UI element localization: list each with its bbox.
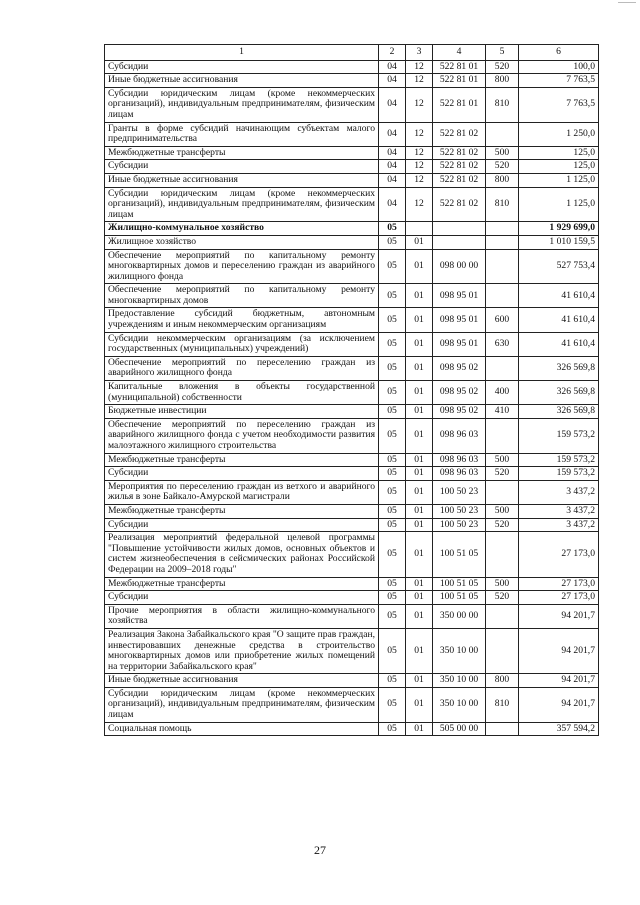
row-name: Жилищно-коммунальное хозяйство xyxy=(105,222,379,236)
row-target-code: 098 96 03 xyxy=(433,418,486,453)
row-amount: 41 610,4 xyxy=(519,308,599,332)
row-subsection: 12 xyxy=(406,122,433,146)
row-target-code: 350 10 00 xyxy=(433,628,486,673)
row-amount: 94 201,7 xyxy=(519,628,599,673)
row-subsection: 01 xyxy=(406,249,433,284)
row-subsection: 12 xyxy=(406,87,433,122)
table-row xyxy=(105,356,599,380)
row-amount: 527 753,4 xyxy=(519,249,599,284)
row-section: 05 xyxy=(379,674,406,688)
row-name: Жилищное хозяйство xyxy=(105,235,379,249)
header-col-2: 2 xyxy=(379,45,406,61)
header-row xyxy=(105,45,599,61)
row-target-code: 350 00 00 xyxy=(433,604,486,628)
table-row xyxy=(105,674,599,688)
table-row xyxy=(105,577,599,591)
row-section: 05 xyxy=(379,418,406,453)
row-subsection: 01 xyxy=(406,453,433,467)
row-expense-type xyxy=(486,722,519,736)
table-row xyxy=(105,87,599,122)
row-amount: 100,0 xyxy=(519,60,599,74)
row-expense-type: 520 xyxy=(486,60,519,74)
row-amount: 7 763,5 xyxy=(519,74,599,88)
row-subsection: 01 xyxy=(406,628,433,673)
row-target-code: 522 81 02 xyxy=(433,173,486,187)
row-amount: 1 125,0 xyxy=(519,187,599,222)
row-amount: 159 573,2 xyxy=(519,467,599,481)
row-section: 05 xyxy=(379,532,406,577)
table-row xyxy=(105,235,599,249)
row-section: 05 xyxy=(379,604,406,628)
row-subsection: 01 xyxy=(406,381,433,405)
row-expense-type: 400 xyxy=(486,381,519,405)
row-section: 05 xyxy=(379,687,406,722)
row-amount: 41 610,4 xyxy=(519,284,599,308)
row-subsection: 12 xyxy=(406,187,433,222)
row-name: Межбюджетные трансферты xyxy=(105,504,379,518)
row-section: 04 xyxy=(379,187,406,222)
row-name: Капитальные вложения в объекты государственной (муниципальной) собственности xyxy=(105,381,379,405)
row-section: 04 xyxy=(379,60,406,74)
row-expense-type: 800 xyxy=(486,173,519,187)
row-expense-type xyxy=(486,356,519,380)
table-row xyxy=(105,480,599,504)
row-amount: 41 610,4 xyxy=(519,332,599,356)
row-name: Иные бюджетные ассигнования xyxy=(105,674,379,688)
row-section: 04 xyxy=(379,160,406,174)
row-section: 05 xyxy=(379,591,406,605)
row-expense-type xyxy=(486,235,519,249)
row-name: Бюджетные инвестиции xyxy=(105,405,379,419)
table-row xyxy=(105,405,599,419)
row-expense-type: 520 xyxy=(486,591,519,605)
row-target-code: 100 50 23 xyxy=(433,480,486,504)
table-row xyxy=(105,591,599,605)
row-target-code: 350 10 00 xyxy=(433,674,486,688)
row-target-code: 098 95 01 xyxy=(433,332,486,356)
row-amount: 1 929 699,0 xyxy=(519,222,599,236)
row-section: 05 xyxy=(379,356,406,380)
row-name: Обеспечение мероприятий по переселению граждан из аварийного жилищного фонда xyxy=(105,356,379,380)
row-target-code: 522 81 02 xyxy=(433,187,486,222)
table-row xyxy=(105,628,599,673)
row-expense-type xyxy=(486,222,519,236)
table-row xyxy=(105,467,599,481)
row-target-code: 522 81 02 xyxy=(433,146,486,160)
row-amount: 125,0 xyxy=(519,160,599,174)
row-subsection: 01 xyxy=(406,687,433,722)
row-expense-type: 600 xyxy=(486,308,519,332)
table-row xyxy=(105,381,599,405)
row-amount: 27 173,0 xyxy=(519,532,599,577)
budget-table xyxy=(104,44,599,736)
table-row xyxy=(105,173,599,187)
row-subsection: 01 xyxy=(406,356,433,380)
row-expense-type: 810 xyxy=(486,87,519,122)
row-name: Социальная помощь xyxy=(105,722,379,736)
row-target-code: 098 00 00 xyxy=(433,249,486,284)
row-amount: 1 010 159,5 xyxy=(519,235,599,249)
row-name: Предоставление субсидий бюджетным, автономным учреждениям и иным некоммерческим организациям xyxy=(105,308,379,332)
row-target-code: 505 00 00 xyxy=(433,722,486,736)
row-section: 05 xyxy=(379,381,406,405)
row-name: Субсидии юридическим лицам (кроме некоммерческих организаций), индивидуальным предпринимателям, физическим лицам xyxy=(105,187,379,222)
row-section: 05 xyxy=(379,249,406,284)
row-expense-type xyxy=(486,628,519,673)
row-amount: 3 437,2 xyxy=(519,504,599,518)
row-target-code: 350 10 00 xyxy=(433,687,486,722)
row-name: Субсидии xyxy=(105,518,379,532)
row-expense-type: 500 xyxy=(486,504,519,518)
table-row xyxy=(105,60,599,74)
table-row xyxy=(105,284,599,308)
table-row xyxy=(105,146,599,160)
row-target-code: 098 95 02 xyxy=(433,356,486,380)
table-row xyxy=(105,722,599,736)
row-amount: 125,0 xyxy=(519,146,599,160)
table-row xyxy=(105,453,599,467)
row-target-code: 098 96 03 xyxy=(433,467,486,481)
table-row xyxy=(105,74,599,88)
row-subsection: 12 xyxy=(406,60,433,74)
row-name: Реализация мероприятий федеральной целевой программы "Повышение устойчивости жилых домов, основных объектов и систем жизнеобеспечения в сейсмических районах Российской Федерации на 2009–2018 годы" xyxy=(105,532,379,577)
row-expense-type xyxy=(486,249,519,284)
row-subsection: 01 xyxy=(406,308,433,332)
row-amount: 1 250,0 xyxy=(519,122,599,146)
row-expense-type: 520 xyxy=(486,518,519,532)
row-amount: 27 173,0 xyxy=(519,577,599,591)
row-expense-type: 520 xyxy=(486,467,519,481)
row-subsection: 12 xyxy=(406,160,433,174)
row-amount: 94 201,7 xyxy=(519,674,599,688)
row-expense-type: 630 xyxy=(486,332,519,356)
table-row xyxy=(105,160,599,174)
table-row xyxy=(105,418,599,453)
header-col-6: 6 xyxy=(519,45,599,61)
row-section: 05 xyxy=(379,332,406,356)
row-expense-type: 500 xyxy=(486,146,519,160)
row-name: Субсидии xyxy=(105,160,379,174)
row-target-code: 098 96 03 xyxy=(433,453,486,467)
row-name: Гранты в форме субсидий начинающим субъектам малого предпринимательства xyxy=(105,122,379,146)
row-subsection: 01 xyxy=(406,604,433,628)
row-subsection: 01 xyxy=(406,467,433,481)
table-row xyxy=(105,687,599,722)
table-row xyxy=(105,308,599,332)
table-row xyxy=(105,332,599,356)
row-subsection: 01 xyxy=(406,480,433,504)
row-name: Межбюджетные трансферты xyxy=(105,453,379,467)
row-subsection: 01 xyxy=(406,674,433,688)
row-name: Обеспечение мероприятий по капитальному ремонту многоквартирных домов xyxy=(105,284,379,308)
row-amount: 27 173,0 xyxy=(519,591,599,605)
row-section: 05 xyxy=(379,504,406,518)
table-row xyxy=(105,187,599,222)
header-col-5: 5 xyxy=(486,45,519,61)
row-subsection: 01 xyxy=(406,591,433,605)
row-subsection: 01 xyxy=(406,284,433,308)
row-name: Иные бюджетные ассигнования xyxy=(105,173,379,187)
row-name: Субсидии xyxy=(105,591,379,605)
row-section: 05 xyxy=(379,467,406,481)
row-expense-type xyxy=(486,418,519,453)
header-col-3: 3 xyxy=(406,45,433,61)
row-target-code: 098 95 02 xyxy=(433,381,486,405)
row-expense-type: 500 xyxy=(486,577,519,591)
row-subsection: 01 xyxy=(406,235,433,249)
row-target-code: 098 95 02 xyxy=(433,405,486,419)
row-subsection: 01 xyxy=(406,518,433,532)
row-expense-type xyxy=(486,480,519,504)
row-expense-type: 500 xyxy=(486,453,519,467)
row-name: Субсидии юридическим лицам (кроме некоммерческих организаций), индивидуальным предпринимателям, физическим лицам xyxy=(105,687,379,722)
row-section: 05 xyxy=(379,453,406,467)
row-subsection: 01 xyxy=(406,532,433,577)
row-name: Субсидии xyxy=(105,467,379,481)
row-expense-type: 810 xyxy=(486,187,519,222)
row-subsection: 01 xyxy=(406,722,433,736)
row-name: Субсидии некоммерческим организациям (за исключением государственных (муниципальных) учреждений) xyxy=(105,332,379,356)
table-row xyxy=(105,122,599,146)
row-target-code xyxy=(433,222,486,236)
row-name: Субсидии юридическим лицам (кроме некоммерческих организаций), индивидуальным предпринимателям, физическим лицам xyxy=(105,87,379,122)
row-section: 04 xyxy=(379,146,406,160)
row-subsection: 12 xyxy=(406,74,433,88)
row-target-code: 100 51 05 xyxy=(433,591,486,605)
row-section: 05 xyxy=(379,405,406,419)
row-target-code: 100 51 05 xyxy=(433,577,486,591)
row-name: Межбюджетные трансферты xyxy=(105,146,379,160)
table-row xyxy=(105,604,599,628)
row-section: 04 xyxy=(379,122,406,146)
row-target-code xyxy=(433,235,486,249)
row-name: Иные бюджетные ассигнования xyxy=(105,74,379,88)
row-section: 04 xyxy=(379,74,406,88)
row-amount: 7 763,5 xyxy=(519,87,599,122)
row-section: 05 xyxy=(379,518,406,532)
row-amount: 1 125,0 xyxy=(519,173,599,187)
row-section: 04 xyxy=(379,87,406,122)
row-section: 05 xyxy=(379,222,406,236)
row-target-code: 522 81 02 xyxy=(433,160,486,174)
row-target-code: 522 81 01 xyxy=(433,87,486,122)
table-row xyxy=(105,504,599,518)
row-expense-type xyxy=(486,122,519,146)
row-amount: 326 569,8 xyxy=(519,381,599,405)
row-section: 05 xyxy=(379,480,406,504)
row-subsection: 12 xyxy=(406,173,433,187)
page-number: 27 xyxy=(314,843,326,857)
row-name: Обеспечение мероприятий по капитальному ремонту многоквартирных домов и переселению граждан из аварийного жилищного фонда xyxy=(105,249,379,284)
row-name: Прочие мероприятия в области жилищно-коммунального хозяйства xyxy=(105,604,379,628)
row-amount: 3 437,2 xyxy=(519,518,599,532)
row-name: Мероприятия по переселению граждан из ветхого и аварийного жилья в зоне Байкало-Амурской магистрали xyxy=(105,480,379,504)
table-row xyxy=(105,249,599,284)
row-amount: 3 437,2 xyxy=(519,480,599,504)
row-target-code: 100 51 05 xyxy=(433,532,486,577)
row-expense-type: 800 xyxy=(486,74,519,88)
corner-mark xyxy=(618,2,636,3)
row-subsection: 01 xyxy=(406,332,433,356)
row-name: Обеспечение мероприятий по переселению граждан из аварийного жилищного фонда с учетом необходимости развития малоэтажного жилищного строительства xyxy=(105,418,379,453)
row-name: Реализация Закона Забайкальского края "О защите прав граждан, инвестировавших денежные средства в строительство многоквартирных домов или приобретение жилых помещений на территории Забайкальского края" xyxy=(105,628,379,673)
row-target-code: 522 81 02 xyxy=(433,122,486,146)
row-amount: 159 573,2 xyxy=(519,453,599,467)
row-target-code: 098 95 01 xyxy=(433,284,486,308)
row-name: Межбюджетные трансферты xyxy=(105,577,379,591)
row-section: 05 xyxy=(379,284,406,308)
row-subsection xyxy=(406,222,433,236)
row-target-code: 522 81 01 xyxy=(433,60,486,74)
table-row xyxy=(105,532,599,577)
row-expense-type: 800 xyxy=(486,674,519,688)
row-target-code: 100 50 23 xyxy=(433,518,486,532)
row-expense-type: 810 xyxy=(486,687,519,722)
row-amount: 94 201,7 xyxy=(519,604,599,628)
row-amount: 159 573,2 xyxy=(519,418,599,453)
row-amount: 357 594,2 xyxy=(519,722,599,736)
row-target-code: 100 50 23 xyxy=(433,504,486,518)
row-subsection: 01 xyxy=(406,418,433,453)
row-expense-type: 520 xyxy=(486,160,519,174)
row-section: 05 xyxy=(379,235,406,249)
row-expense-type xyxy=(486,532,519,577)
row-section: 05 xyxy=(379,628,406,673)
header-col-4: 4 xyxy=(433,45,486,61)
header-col-1: 1 xyxy=(105,45,379,61)
row-section: 05 xyxy=(379,308,406,332)
row-amount: 94 201,7 xyxy=(519,687,599,722)
row-section: 04 xyxy=(379,173,406,187)
table-row xyxy=(105,222,599,236)
table-body xyxy=(105,60,599,736)
table-row xyxy=(105,518,599,532)
row-expense-type xyxy=(486,604,519,628)
row-expense-type: 410 xyxy=(486,405,519,419)
row-subsection: 01 xyxy=(406,405,433,419)
row-expense-type xyxy=(486,284,519,308)
row-section: 05 xyxy=(379,722,406,736)
row-name: Субсидии xyxy=(105,60,379,74)
row-subsection: 01 xyxy=(406,504,433,518)
row-target-code: 098 95 01 xyxy=(433,308,486,332)
row-amount: 326 569,8 xyxy=(519,356,599,380)
row-section: 05 xyxy=(379,577,406,591)
row-subsection: 12 xyxy=(406,146,433,160)
row-target-code: 522 81 01 xyxy=(433,74,486,88)
row-amount: 326 569,8 xyxy=(519,405,599,419)
row-subsection: 01 xyxy=(406,577,433,591)
